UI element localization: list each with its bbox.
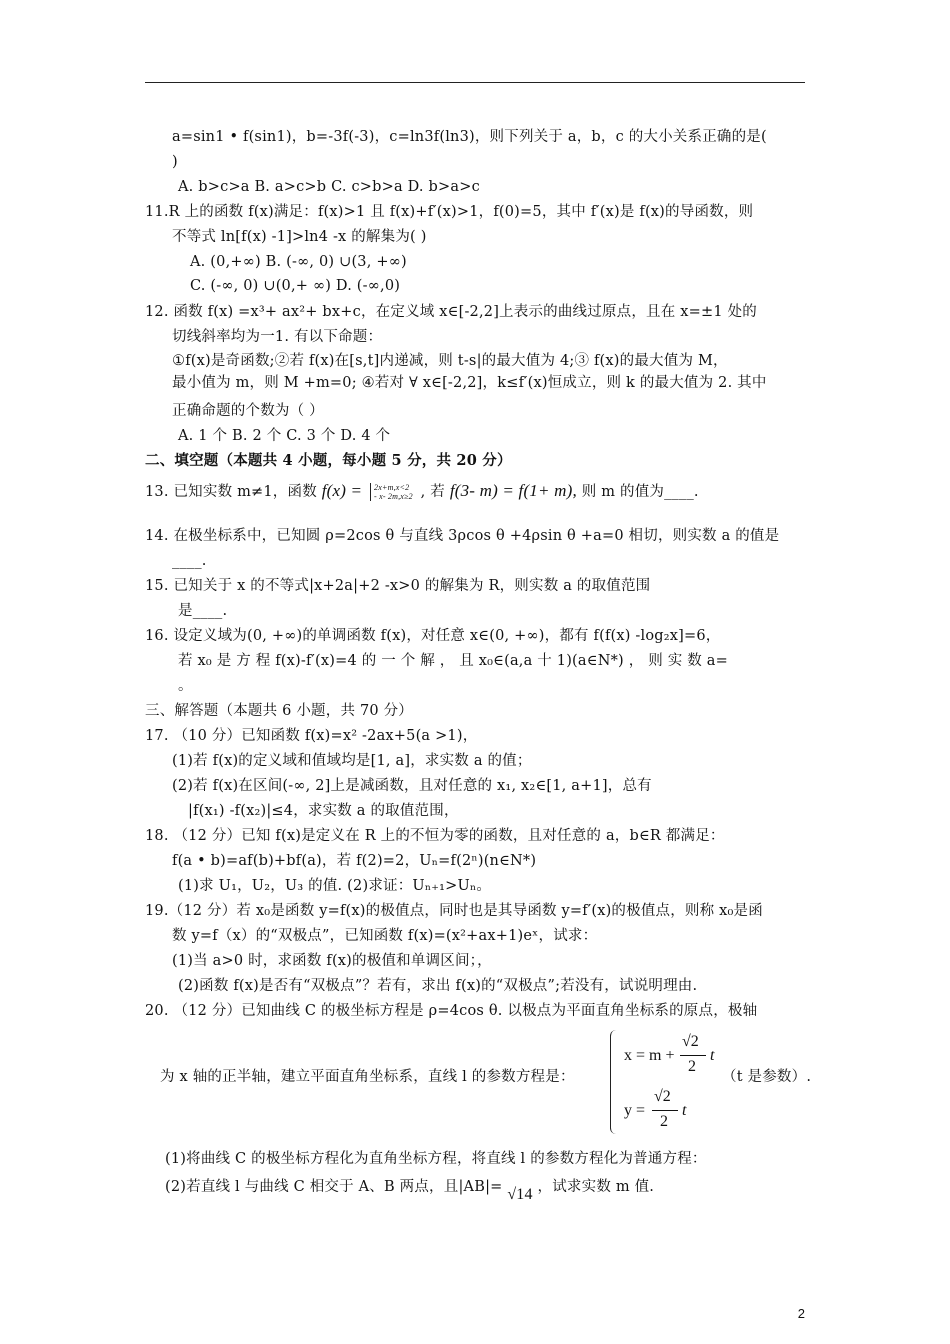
eq2-left: y = bbox=[624, 1102, 646, 1119]
header-rule bbox=[145, 82, 805, 83]
q18-stem-2: f(a • b)=af(b)+bf(a)，若 f(2)=2，Uₙ=f(2ⁿ)(n∈N*) bbox=[172, 853, 537, 869]
eq2-t: t bbox=[682, 1102, 687, 1119]
eq2-numerator: √2 bbox=[654, 1088, 671, 1105]
q17-part-2: (2)若 f(x)在区间(-∞, 2]上是减函数，且对任意的 x₁, x₂∈[1, a+1]，总有 bbox=[172, 778, 652, 794]
q13-piece-2: - x- 2m,x≥2 bbox=[374, 492, 413, 501]
section-fill-blank-heading: 二、填空题（本题共 4 小题，每小题 5 分，共 20 分） bbox=[145, 452, 512, 469]
eq2-denominator: 2 bbox=[660, 1113, 668, 1130]
q13-condition: f(3- m) = f(1+ m), bbox=[449, 481, 577, 500]
q17-part-1: (1)若 f(x)的定义域和值域均是[1, a]，求实数 a 的值； bbox=[172, 753, 532, 769]
q18-stem: 18. （12 分）已知 f(x)是定义在 R 上的不恒为零的函数，且对任意的 a，b∈R 都满足： bbox=[145, 828, 725, 844]
q11-stem: 11.R 上的函数 f(x)满足：f(x)>1 且 f(x)+f′(x)>1，f(0)=5，其中 f′(x)是 f(x)的导函数，则 bbox=[145, 204, 754, 220]
q17-stem: 17. （10 分）已知函数 f(x)=x² -2ax+5(a >1)， bbox=[145, 728, 478, 744]
q11-stem-2: 不等式 ln[f(x) -1]>ln4 -x 的解集为( ) bbox=[172, 229, 427, 245]
q16-stem-2: 若 x₀ 是 方 程 f(x)-f′(x)=4 的 一 个 解 ， 且 x₀∈(a,a 十 1)(a∈N*) ， 则 实 数 a= bbox=[178, 653, 728, 669]
q20-param-note: （t 是参数）. bbox=[722, 1069, 812, 1085]
q12-choices: A. 1 个 B. 2 个 C. 3 个 D. 4 个 bbox=[178, 428, 391, 444]
q17-part-2b: |f(x₁) -f(x₂)|≤4，求实数 a 的取值范围， bbox=[188, 803, 459, 819]
q10-choices: A. b>c>a B. a>c>b C. c>b>a D. b>a>c bbox=[178, 179, 480, 195]
q13-line bbox=[145, 482, 699, 501]
q19-stem: 19.（12 分）若 x₀是函数 y=f(x)的极值点，同时也是其导函数 y=f′(x)的极值点，则称 x₀是函 bbox=[145, 903, 763, 919]
q18-parts: (1)求 U₁，U₂，U₃ 的值. (2)求证：Uₙ₊₁>Uₙ。 bbox=[178, 878, 492, 894]
page-number: 2 bbox=[797, 1306, 805, 1321]
q15-blank: 是____. bbox=[178, 603, 228, 619]
eq1-left: x = m + bbox=[624, 1047, 675, 1064]
q10-paren: ) bbox=[172, 154, 178, 170]
q12-propositions-2: 最小值为 m，则 M +m=0; ④若对 ∀ x∈[-2,2]，k≤f′(x)恒成立，则 k 的最大值为 2. 其中 bbox=[172, 375, 767, 391]
q14-stem: 14. 在极坐标系中，已知圆 ρ=2cos θ 与直线 3ρcos θ +4ρsin θ +a=0 相切，则实数 a 的值是 bbox=[145, 528, 780, 544]
q13-text: 13. 已知实数 m≠1，函数 bbox=[145, 484, 317, 500]
eq2-fraction-bar bbox=[652, 1110, 678, 1111]
eq1-numerator: √2 bbox=[682, 1033, 699, 1050]
q20-part-2-end: ，试求实数 m 值. bbox=[537, 1179, 655, 1195]
q13-piece-1: 2x+m,x<2 bbox=[374, 483, 410, 492]
section-solve-heading: 三、解答题（本题共 6 小题，共 70 分） bbox=[145, 703, 414, 719]
param-brace bbox=[610, 1030, 623, 1134]
q15-stem: 15. 已知关于 x 的不等式|x+2a|+2 -x>0 的解集为 R，则实数 a 的取值范围 bbox=[145, 578, 651, 594]
q11-choices-cd: C. (-∞, 0) ∪(0,+ ∞) D. (-∞,0) bbox=[190, 278, 401, 294]
q20-part-1: (1)将曲线 C 的极坐标方程化为直角坐标方程，将直线 l 的参数方程化为普通方程： bbox=[165, 1151, 707, 1167]
q20-part-2 bbox=[165, 1178, 655, 1203]
q13-ask: 则 m 的值为____. bbox=[581, 484, 699, 500]
q13-if: , 若 bbox=[420, 484, 445, 500]
eq1-fraction-bar bbox=[680, 1055, 706, 1056]
q13-fx: f(x) = bbox=[321, 481, 363, 500]
q16-end: 。 bbox=[178, 678, 193, 694]
eq1-t: t bbox=[710, 1047, 715, 1064]
q12-propositions: ①f(x)是奇函数;②若 f(x)在[s,t]内递减，则 t-s|的最大值为 4;③ f(x)的最大值为 M， bbox=[172, 353, 728, 369]
q20-stem: 20. （12 分）已知曲线 C 的极坐标方程是 ρ=4cos θ. 以极点为平面直角坐标系的原点，极轴 bbox=[145, 1003, 758, 1019]
q14-blank: ____. bbox=[172, 553, 207, 569]
q19-part-2: (2)函数 f(x)是否有“双极点”？若有，求出 f(x)的“双极点”;若没有，试说明理由. bbox=[178, 978, 698, 994]
q20-part-2-text: (2)若直线 l 与曲线 C 相交于 A、B 两点，且|AB|= bbox=[165, 1179, 503, 1195]
q12-ask: 正确命题的个数为（ ） bbox=[172, 403, 324, 419]
q19-stem-2: 数 y=f（x）的“双极点”，已知函数 f(x)=(x²+ax+1)eˣ，试求： bbox=[172, 928, 598, 944]
q11-choices-ab: A. (0,+∞) B. (-∞, 0) ∪(3, +∞) bbox=[190, 254, 407, 270]
q12-stem-2: 切线斜率均为一1. 有以下命题： bbox=[172, 329, 383, 345]
q19-part-1: (1)当 a>0 时，求函数 f(x)的极值和单调区间；， bbox=[172, 953, 492, 969]
q16-stem: 16. 设定义域为(0, +∞)的单调函数 f(x)，对任意 x∈(0, +∞)，都有 f(f(x) -log₂x]=6， bbox=[145, 628, 721, 644]
eq1-denominator: 2 bbox=[688, 1058, 696, 1075]
q13-piecewise bbox=[370, 483, 413, 501]
sqrt14: √14 bbox=[507, 1186, 533, 1203]
q12-stem: 12. 函数 f(x) =x³+ ax²+ bx+c，在定义域 x∈[-2,2]上表示的曲线过原点，且在 x=±1 处的 bbox=[145, 304, 757, 320]
q10-options-line: a=sin1 • f(sin1)，b=-3f(-3)，c=ln3f(ln3)，则下列关于 a，b，c 的大小关系正确的是( bbox=[172, 129, 767, 145]
q20-stem-2: 为 x 轴的正半轴，建立平面直角坐标系，直线 l 的参数方程是： bbox=[160, 1069, 575, 1085]
